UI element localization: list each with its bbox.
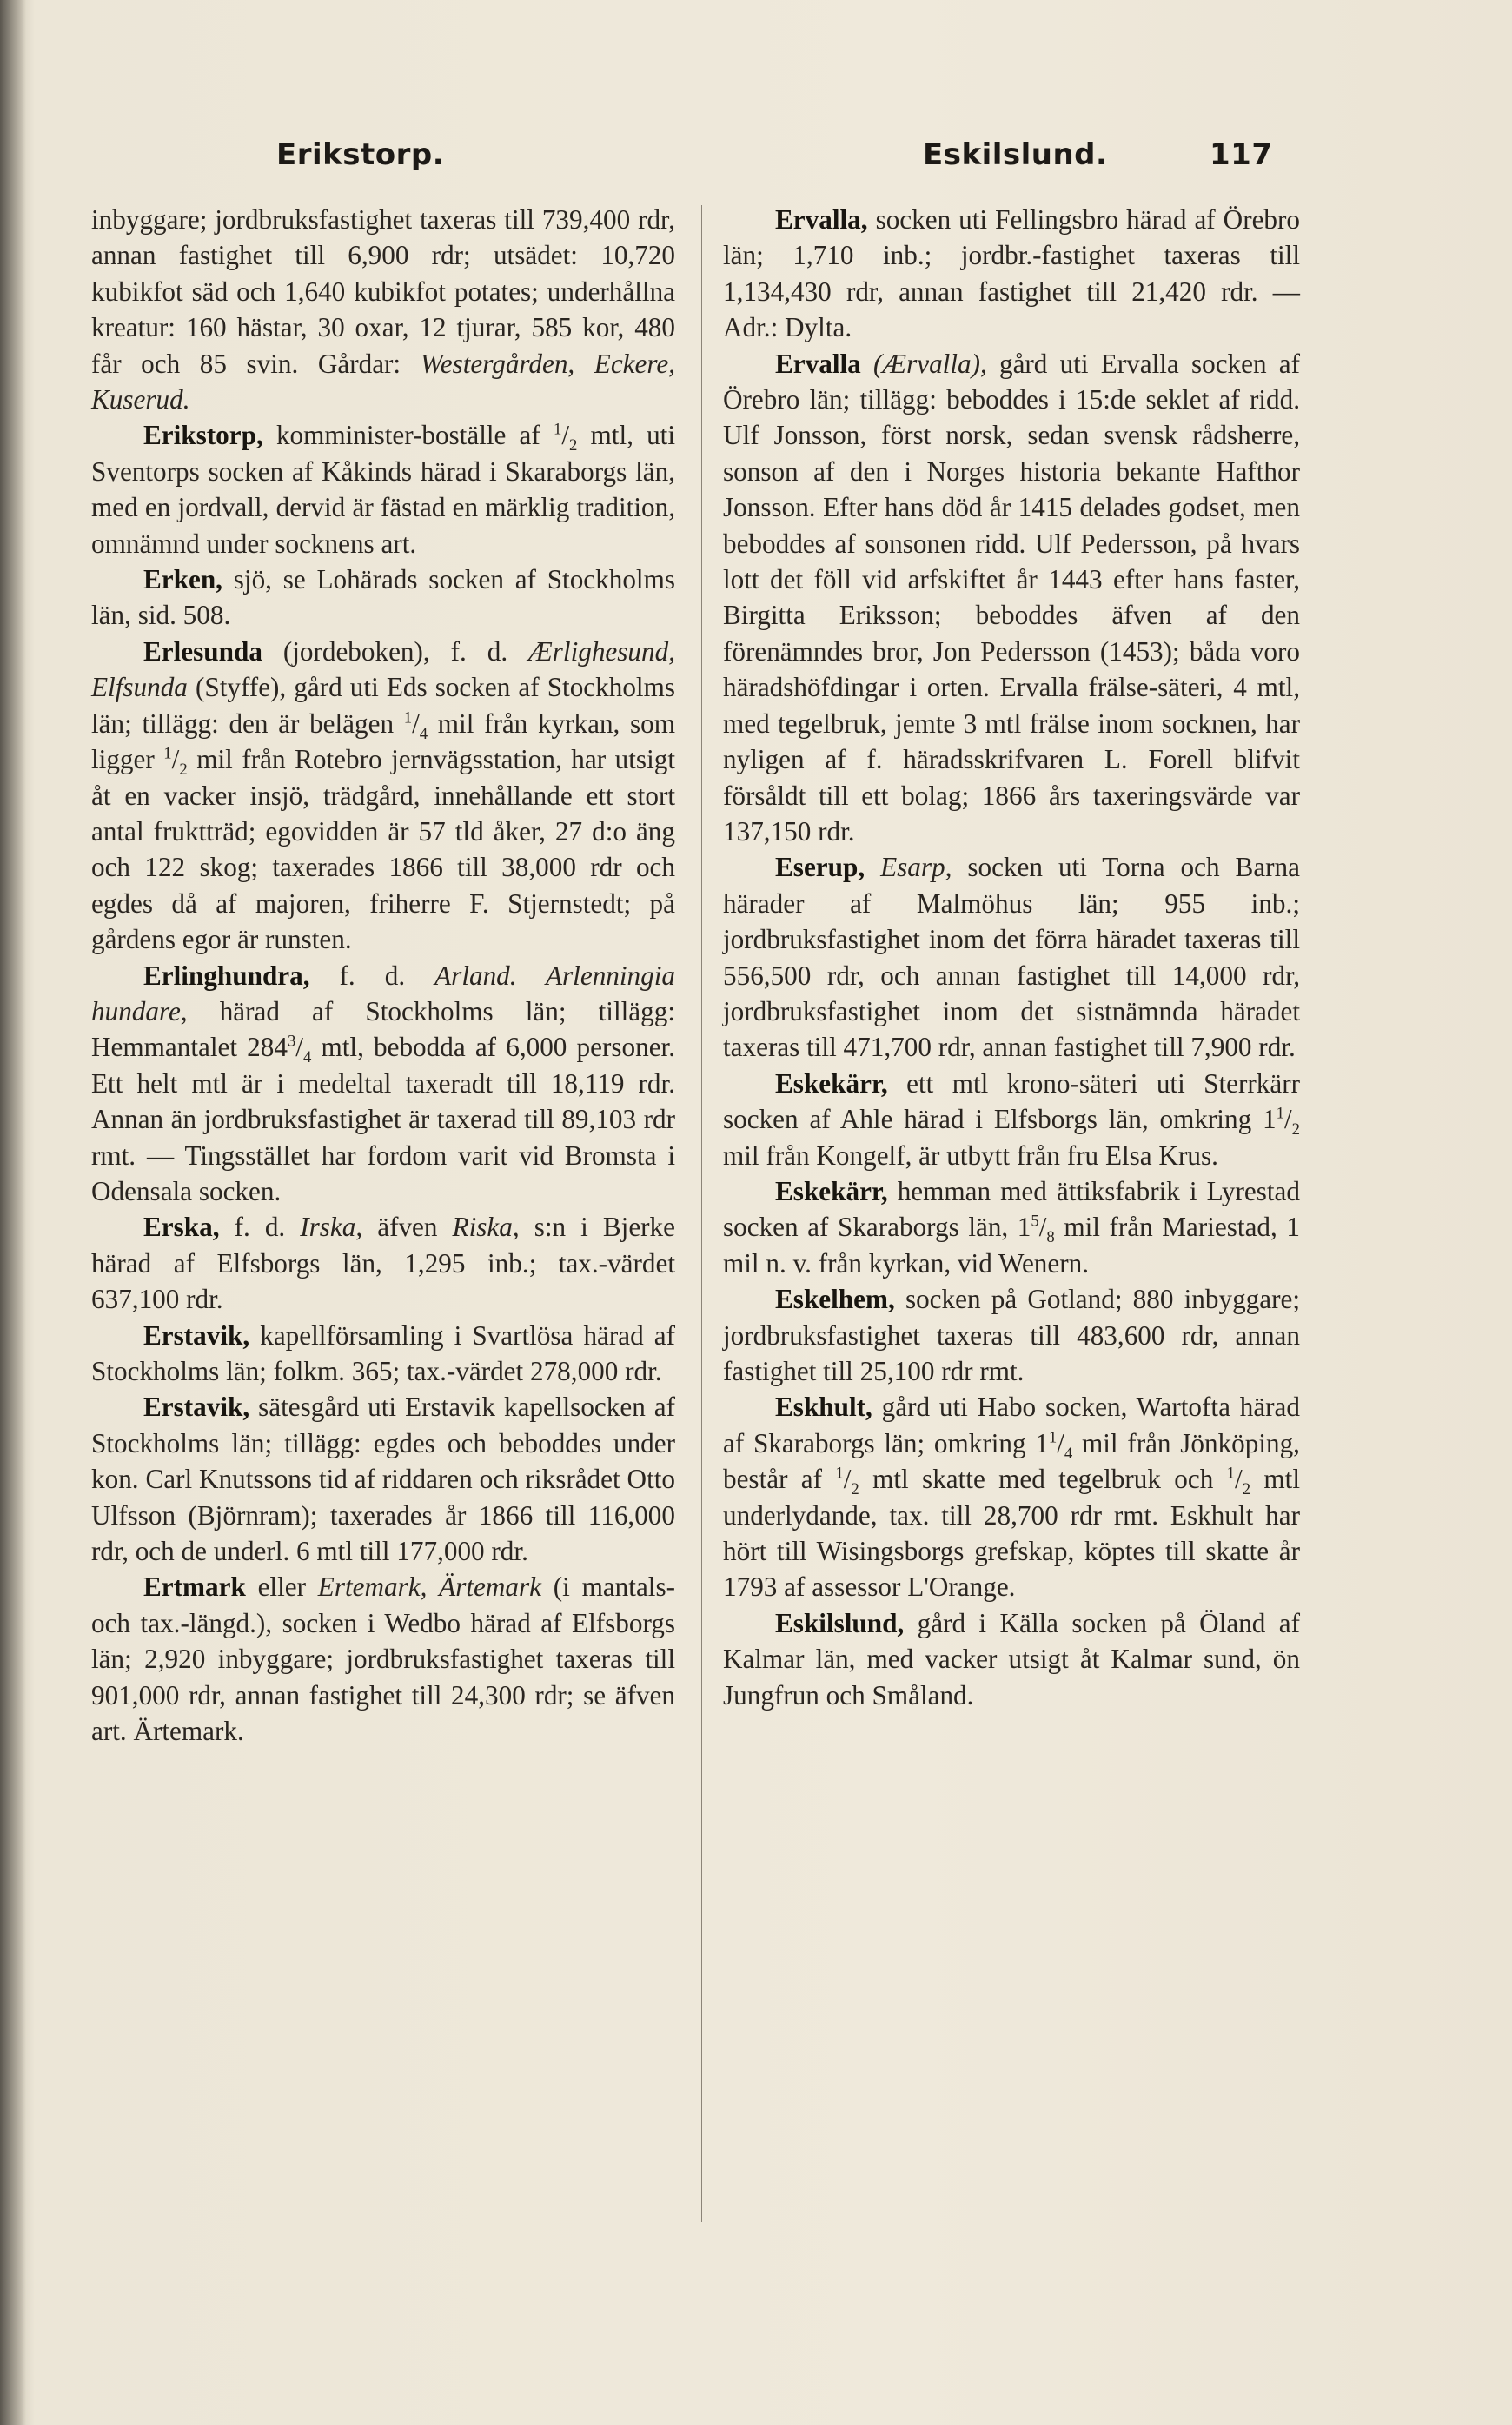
right-text-column [723, 202, 1300, 1713]
entry-headword: Erstavik, [143, 1319, 250, 1351]
fraction-denominator: 8 [1046, 1228, 1055, 1247]
entry-text: gård uti Ervalla socken af Örebro län; tillägg: beboddes i 15:de seklet af ridd. Ulf Jonsson, först norsk, sedan svensk rådsherre, sonson af den i Norges historia bekante Hafthor Jonsson. Efter hans död år 1415 delades godset, men beboddes af sonsonen ridd. Ulf Pedersson, på hvars lott det föll vid arfskiftet år 1443 efter hans faster, Birgitta Eriksson; beboddes äfven af den förenämndes bror, Jon Pedersson (1453); båda voro häradshöfdingar i orten. Ervalla frälse-säteri, 4 mtl, med tegelbruk, jemte 3 mtl frälse inom socknen, har nyligen af f. häradsskrifvaren L. Forell blifvit försåldt till ett bolag; 1866 års taxeringsvärde var 137,150 rdr. [723, 348, 1300, 847]
dictionary-entry [723, 1173, 1300, 1281]
entry-text: (Styffe), gård uti Eds socken af Stockholms län; tillägg: den är belägen [91, 672, 675, 739]
entry-text: / [171, 744, 180, 775]
entry-text: / [1038, 1212, 1047, 1243]
entry-text [861, 349, 873, 379]
book-spine-shadow [0, 0, 26, 2425]
entry-headword: Ertmark [143, 1571, 246, 1603]
entry-headword: Eskelhem, [775, 1284, 895, 1315]
dictionary-entry [723, 1389, 1300, 1604]
italic-text: Esarp, [880, 852, 952, 883]
entry-text: gård i Källa socken på Öland af Kalmar län, med vacker utsigt åt Kalmar sund, ön Jungfrun och Småland. [723, 1607, 1300, 1711]
running-head-right: Eskilslund. [923, 137, 1108, 172]
entry-text: mtl skatte med tegelbruk och [859, 1464, 1227, 1495]
entry-text: sjö, se Lohärads socken af Stockholms län, sid. 508. [91, 564, 675, 631]
italic-text: Arland. Arlenningia hundare, [91, 960, 675, 1026]
entry-headword: Eskekärr, [775, 1067, 888, 1099]
entry-text: mil från kyrkan, som ligger [91, 708, 676, 775]
column-divider [701, 205, 702, 2222]
dictionary-entry [723, 202, 1300, 346]
italic-text: (Ærvalla), [872, 348, 987, 379]
left-text-column [91, 202, 675, 1749]
entry-headword: Eserup, [775, 852, 865, 883]
entry-text: / [412, 708, 420, 739]
dictionary-entry [91, 634, 675, 958]
dictionary-entry [91, 561, 675, 634]
dictionary-entry [723, 346, 1300, 850]
entry-text: äfven [362, 1212, 453, 1243]
dictionary-entry [91, 1318, 675, 1390]
fraction-denominator: 2 [1291, 1120, 1300, 1139]
fraction-denominator: 2 [851, 1480, 859, 1499]
fraction-denominator: 4 [1064, 1445, 1073, 1464]
entry-text: kapellförsamling i Svartlösa härad af Stockholms län; folkm. 365; tax.-värdet 278,000 rdr. [91, 1319, 675, 1386]
entry-text: socken på Gotland; 880 inbyggare; jordbruksfastighet taxeras till 483,600 rdr, annan fastighet till 25,100 rdr rmt. [723, 1284, 1300, 1386]
entry-headword: Eskilslund, [775, 1607, 905, 1638]
entry-headword: Erlinghundra, [143, 960, 310, 991]
entry-text: mil från Jönköping, består af [723, 1427, 1300, 1495]
entry-text: / [295, 1032, 303, 1063]
italic-text: Westergården, Eckere, Kuserud. [91, 348, 675, 415]
entry-headword: Ervalla [775, 348, 861, 379]
entry-text: (i mantals- och tax.-längd.), socken i Wedbo härad af Elfsborgs län; 2,920 inbyggare; jordbruksfastighet taxeras till 901,000 rdr, annan fastighet till 24,300 rdr; se äfven art. Ärtemark. [91, 1571, 675, 1747]
entry-headword: Erlesunda [143, 635, 262, 667]
entry-text: / [1283, 1104, 1292, 1135]
entry-text: f. d. [219, 1212, 301, 1243]
entry-text: mil från Rotebro jernvägsstation, har utsigt åt en vacker insjö, trädgård, innehållande ett stort antal fruktträd; egovidden är 57 tld åker, 27 d:o äng och 122 skog; taxerades 1866 till 38,000 rdr och egdes då af majoren, friherre F. Stjernstedt; på gårdens egor är runsten. [91, 744, 675, 955]
entry-text: sätesgård uti Erstavik kapellsocken af Stockholms län; tillägg: egdes och beboddes under kon. Carl Knutssons tid af riddaren och riksrådet Otto Ulfsson (Björnram); taxerades år 1866 till 116,000 rdr, och de underl. 6 mtl till 177,000 rdr. [91, 1392, 675, 1567]
entry-text: mtl, bebodda af 6,000 personer. Ett helt mtl är i medeltal taxeradt till 18,119 rdr. Annan än jordbruksfastighet är taxerad till 89,103 rdr rmt. — Tingsstället har fordom varit vid Bromsta i Odensala socken. [91, 1032, 675, 1206]
entry-text: / [1057, 1427, 1064, 1458]
italic-text: Riska, [452, 1212, 520, 1243]
entry-headword: Erstavik, [143, 1392, 250, 1423]
entry-text: / [1235, 1464, 1243, 1495]
dictionary-entry [91, 202, 675, 417]
entry-text: / [561, 420, 569, 451]
fraction-numerator: 1 [163, 744, 172, 763]
entry-headword: Eskhult, [775, 1392, 872, 1423]
fraction-denominator: 4 [419, 724, 428, 743]
entry-text: mil från Mariestad, 1 mil n. v. från kyrkan, vid Wenern. [723, 1212, 1300, 1279]
running-head-left: Erikstorp. [276, 137, 445, 172]
entry-text: ett mtl krono-säteri uti Sterrkärr socken af Ahle härad i Elfsborgs län, omkring 1 [723, 1067, 1300, 1135]
dictionary-entry [91, 958, 675, 1210]
fraction-numerator: 1 [1276, 1104, 1284, 1123]
entry-text: mil från Kongelf, är utbytt från fru Elsa Krus. [723, 1139, 1218, 1171]
entry-text: härad af Stockholms län; tillägg: Hemmantalet 284 [91, 995, 675, 1063]
italic-text: Irska, [300, 1212, 363, 1243]
dictionary-entry [91, 1389, 675, 1569]
dictionary-entry [91, 1209, 675, 1317]
fraction-numerator: 5 [1031, 1212, 1039, 1231]
entry-text: s:n i Bjerke härad af Elfsborgs län, 1,295 inb.; tax.-värdet 637,100 rdr. [91, 1212, 675, 1315]
fraction-denominator: 2 [179, 761, 188, 780]
italic-text: Ærlighesund, Elfsunda [91, 635, 675, 703]
entry-text: eller [245, 1571, 318, 1603]
entry-text: / [843, 1464, 852, 1495]
dictionary-entry [723, 1281, 1300, 1389]
entry-headword: Erken, [143, 564, 222, 595]
entry-headword: Eskekärr, [775, 1175, 888, 1206]
entry-text: inbyggare; jordbruksfastighet taxeras till 739,400 rdr, annan fastighet till 6,900 rdr; utsädet: 10,720 kubikfot säd och 1,640 kubikfot potates; underhållna kreatur: 160 hästar, 30 oxar, 12 tjurar, 585 kor, 480 får och 85 svin. Gårdar: [91, 204, 675, 379]
dictionary-entry [723, 1066, 1300, 1173]
fraction-numerator: 1 [1226, 1464, 1236, 1483]
fraction-denominator: 2 [1242, 1480, 1251, 1499]
entry-headword: Ervalla, [775, 204, 868, 235]
fraction-denominator: 4 [302, 1048, 312, 1067]
fraction-numerator: 3 [287, 1032, 296, 1051]
entry-text: socken uti Fellingsbro härad af Örebro län; 1,710 inb.; jordbr.-fastighet taxeras till 1,134,430 rdr, annan fastighet till 21,420 rdr. — Adr.: Dylta. [723, 204, 1300, 343]
entry-text: mtl, uti Sventorps socken af Kåkinds härad i Skaraborgs län, med en jordvall, dervid är fästad en märklig tradition, omnämnd under socknens art. [91, 420, 676, 559]
fraction-numerator: 1 [835, 1464, 844, 1483]
entry-headword: Erska, [143, 1212, 220, 1243]
fraction-numerator: 1 [1048, 1428, 1058, 1447]
entry-text: mtl underlydande, tax. till 28,700 rdr rmt. Eskhult har hört till Wisingsborgs grefskap, köptes till skatte år 1793 af assessor L'Orange. [723, 1464, 1300, 1603]
dictionary-entry [91, 417, 675, 561]
entry-text: komminister-boställe af [262, 420, 554, 451]
entry-text [865, 852, 880, 882]
fraction-denominator: 2 [568, 436, 578, 455]
italic-text: Ertemark, Ärtemark [317, 1571, 541, 1603]
entry-text: gård uti Habo socken, Wartofta härad af Skaraborgs län; omkring 1 [723, 1392, 1300, 1458]
entry-text: (jordeboken), f. d. [262, 635, 529, 667]
page-number: 117 [1210, 137, 1273, 172]
dictionary-entry [91, 1569, 675, 1749]
entry-headword: Erikstorp, [143, 420, 263, 451]
entry-text: socken uti Torna och Barna härader af Malmöhus län; 955 inb.; jordbruksfastighet inom det förra häradet taxeras till 556,500 rdr, och annan fastighet till 14,000 rdr, jordbruksfastighet inom det sistnämnda häradet taxeras till 471,700 rdr, annan fastighet till 7,900 rdr. [723, 852, 1300, 1063]
dictionary-entry [723, 1605, 1300, 1713]
fraction-numerator: 1 [553, 421, 562, 440]
fraction-numerator: 1 [403, 708, 413, 728]
dictionary-entry [723, 849, 1300, 1065]
entry-text: f. d. [309, 960, 435, 991]
entry-text: hemman med ättiksfabrik i Lyrestad socken af Skaraborgs län, 1 [723, 1175, 1300, 1243]
